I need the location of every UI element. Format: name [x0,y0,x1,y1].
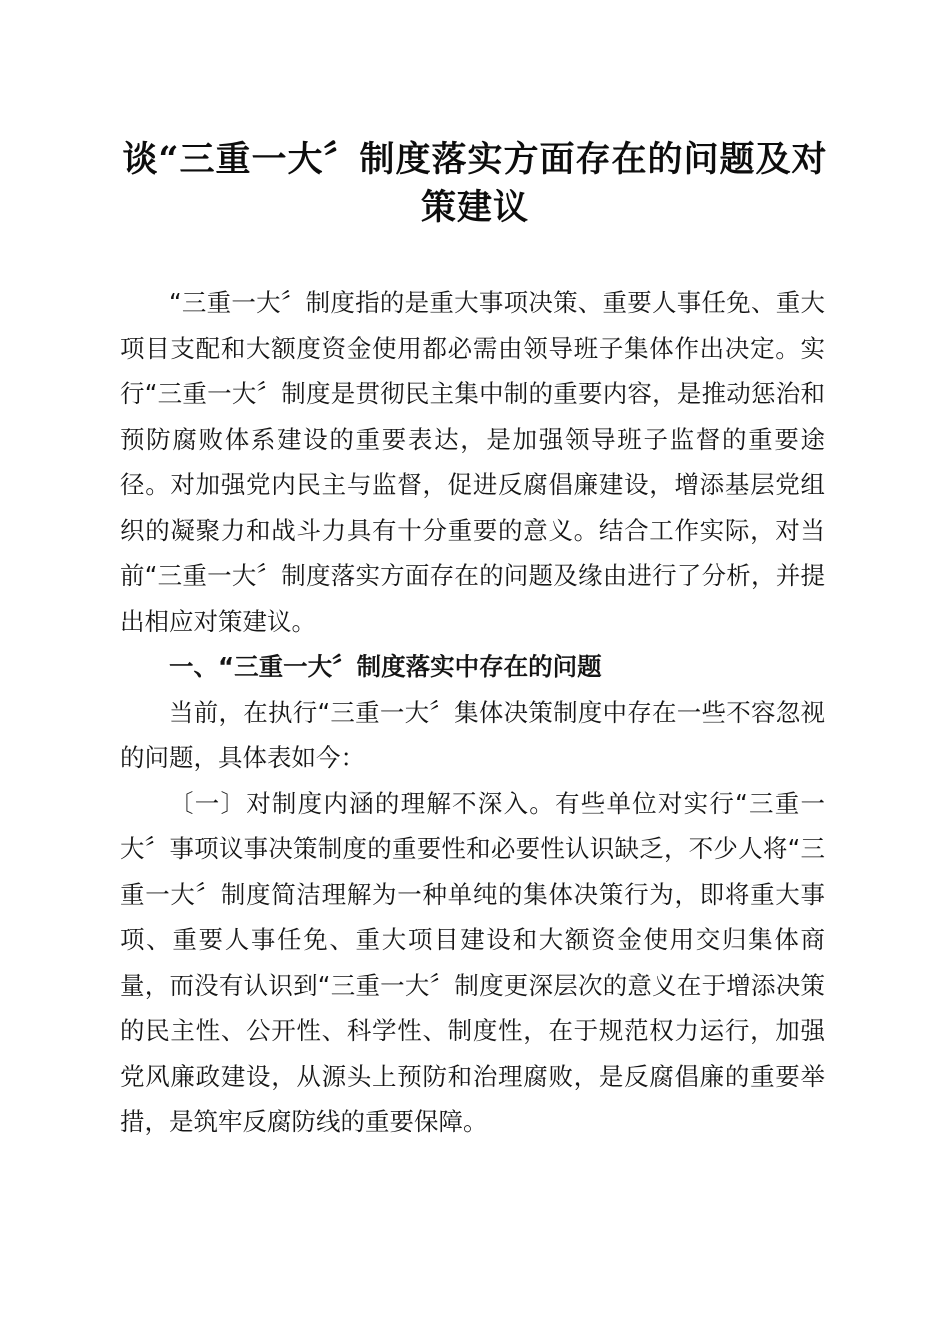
intro-paragraph: “三重一大〞制度指的是重大事项决策、重要人事任免、重大项目支配和大额度资金使用都必需由领导班子集体作出决定。实行“三重一大〞制度是贯彻民主集中制的重要内容，是推动惩治和预防腐败体系建设的重要表达，是加强领导班子监督的重要途径。对加强党内民主与监督，促进反腐倡廉建设，增添基层党组织的凝聚力和战斗力具有十分重要的意义。结合工作实际，对当前“三重一大〞制度落实方面存在的问题及缘由进行了分析，并提出相应对策建议。 [120,288,825,636]
subsection-paragraph-1: 〔一〕对制度内涵的理解不深入。有些单位对实行“三重一大〞事项议事决策制度的重要性和必要性认识缺乏，不少人将“三重一大〞制度简洁理解为一种单纯的集体决策行为，即将重大事项、重要人事任免、重大项目建设和大额资金使用交归集体商量，而没有认识到“三重一大〞制度更深层次的意义在于增添决策的民主性、公开性、科学性、制度性，在于规范权力运行，加强党风廉政建设，从源头上预防和治理腐败，是反腐倡廉的重要举措，是筑牢反腐防线的重要保障。 [120,788,825,1136]
title-line-1: 谈“三重一大〞制度落实方面存在的问题及对 [122,139,828,180]
document-title [100,136,850,232]
section-heading-1: 一、“三重一大〞制度落实中存在的问题 [169,652,602,681]
document-body [120,280,825,1145]
section-intro-paragraph: 当前，在执行“三重一大〞集体决策制度中存在一些不容忽视的问题，具体表如今： [120,697,825,772]
title-line-2: 策建议 [420,187,529,228]
